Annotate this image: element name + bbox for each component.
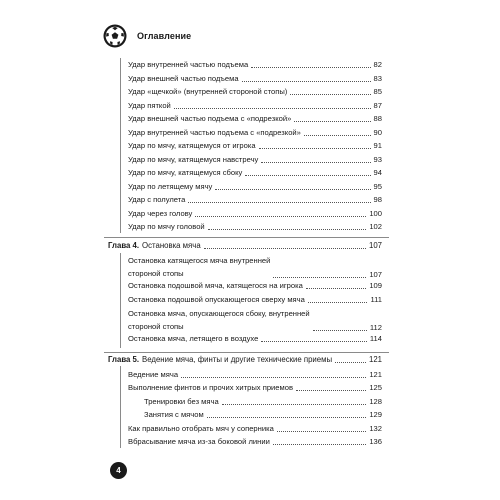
leader-dots <box>204 248 366 249</box>
toc-entry-label: Удар по мячу головой <box>128 222 205 231</box>
chapter-heading[interactable] <box>108 355 382 365</box>
leader-dots <box>207 417 367 418</box>
leader-dots <box>208 229 367 230</box>
toc-entry-label: Удар по мячу, катящемуся сбоку <box>128 168 243 177</box>
toc-entry-page: 91 <box>373 141 382 150</box>
toc-entry[interactable] <box>128 424 382 434</box>
toc-entry-sub[interactable] <box>144 410 382 420</box>
leader-dots <box>273 444 367 445</box>
toc-entry[interactable] <box>128 209 382 219</box>
chapter-page: 107 <box>368 241 382 250</box>
section-rule-vertical <box>120 58 121 233</box>
leader-dots <box>242 81 371 82</box>
toc-entry-label: Удар внутренней частью подъема <box>128 60 249 69</box>
toc-entry-label: Удар по летящему мячу <box>128 181 213 191</box>
toc-entry-label: Удар по мячу, катящемуся навстречу <box>128 154 259 164</box>
page-number-badge <box>110 462 127 479</box>
toc-entry-label: Остановка мяча, летящего в воздухе <box>128 333 259 343</box>
toc-entry-page: 109 <box>369 281 382 290</box>
leader-dots <box>296 390 366 391</box>
toc-entry-page: 128 <box>369 396 382 406</box>
toc-entry[interactable] <box>128 195 382 205</box>
toc-entry-page: 82 <box>373 60 382 69</box>
toc-entry-page: 136 <box>369 437 382 446</box>
toc-entry-label <box>128 255 270 280</box>
toc-entry-page: 90 <box>373 127 382 137</box>
toc-entry-label-line1: Остановка катящегося мяча внутренней <box>128 256 271 265</box>
chapter-title: Остановка мяча <box>142 241 201 250</box>
toc-entry-label: Удар внешней частью подъема с «подрезкой» <box>128 114 292 123</box>
toc-entry[interactable] <box>128 114 382 124</box>
toc-entry-label: Вбрасывание мяча из-за боковой линии <box>128 437 270 446</box>
toc-entry-label: Ведение мяча <box>128 369 179 379</box>
toc-entry-page: 85 <box>373 87 382 96</box>
leader-dots <box>313 330 367 331</box>
toc-entry-label: Удар пяткой <box>128 100 171 110</box>
toc-entry-page: 102 <box>369 222 382 231</box>
chapter-number: Глава 5. <box>108 355 140 364</box>
leader-dots <box>181 377 366 378</box>
toc-entry[interactable] <box>128 141 382 151</box>
toc-entry-page: 98 <box>373 195 382 204</box>
toc-entry[interactable] <box>128 255 382 280</box>
leader-dots <box>306 288 367 289</box>
toc-entry-page: 88 <box>373 114 382 123</box>
toc-entry[interactable] <box>128 60 382 70</box>
toc-entry-label: Занятия с мячом <box>144 410 204 419</box>
toc-entry[interactable] <box>128 383 382 393</box>
leader-dots <box>294 121 370 122</box>
chapter-heading-text <box>108 355 332 365</box>
page-title: Оглавление <box>137 31 192 41</box>
leader-dots <box>261 162 370 163</box>
toc-entry-label: Удар «щечкой» (внутренней стороной стопы) <box>128 87 288 96</box>
leader-dots <box>245 175 370 176</box>
page-header <box>103 24 191 48</box>
toc-entry-page: 125 <box>369 383 382 392</box>
leader-dots <box>290 94 370 95</box>
toc-entry-label: Удар через голову <box>128 208 193 218</box>
leader-dots <box>222 404 367 405</box>
page-number: 4 <box>116 466 121 475</box>
toc-entry-label: Остановка подошвой мяча, катящегося на игрока <box>128 281 303 290</box>
toc-entry[interactable] <box>128 308 382 333</box>
toc-entry-page: 107 <box>369 270 382 279</box>
toc-entry-label: Тренировки без мяча <box>144 396 219 406</box>
toc-entry-page: 87 <box>373 100 382 110</box>
leader-dots <box>304 135 371 136</box>
chapter-title: Ведение мяча, финты и другие технические приемы <box>142 355 333 364</box>
toc-entry-page: 132 <box>369 423 382 433</box>
toc-entry-page: 93 <box>373 154 382 164</box>
toc-entry-label: Удар по мячу, катящемуся от игрока <box>128 141 256 150</box>
toc-entry-page: 111 <box>370 294 382 304</box>
toc-entry-sub[interactable] <box>144 397 382 407</box>
leader-dots <box>259 148 371 149</box>
leader-dots <box>174 108 371 109</box>
toc-entry-page: 94 <box>373 168 382 177</box>
leader-dots <box>273 277 366 278</box>
toc-entry-page: 100 <box>369 208 382 218</box>
toc-entry[interactable] <box>128 182 382 192</box>
leader-dots <box>308 302 368 303</box>
toc-entry[interactable] <box>128 168 382 178</box>
leader-dots <box>277 431 367 432</box>
toc-entry[interactable] <box>128 334 382 344</box>
toc-entry-label: Удар внутренней частью подъема с «подрезкой» <box>128 127 301 137</box>
toc-entry-page: 112 <box>369 323 382 332</box>
leader-dots <box>215 189 370 190</box>
toc-entry[interactable] <box>128 87 382 97</box>
chapter-heading[interactable] <box>108 241 382 251</box>
toc-entry[interactable] <box>128 74 382 84</box>
toc-entry[interactable] <box>128 101 382 111</box>
leader-dots <box>335 362 366 363</box>
toc-entry-label-line2: стороной стопы <box>128 321 184 331</box>
section-rule-vertical <box>120 366 121 448</box>
chapter-divider <box>104 352 389 353</box>
toc-entry-label-line2: стороной стопы <box>128 268 184 278</box>
leader-dots <box>261 341 367 342</box>
chapter-heading-text <box>108 241 201 251</box>
toc-entry[interactable] <box>128 295 382 305</box>
toc-entry[interactable] <box>128 370 382 380</box>
toc-entry[interactable] <box>128 281 382 291</box>
toc-entry[interactable] <box>128 155 382 165</box>
toc-entry-page: 114 <box>369 333 382 343</box>
toc-entry[interactable] <box>128 222 382 232</box>
toc-entry[interactable] <box>128 437 382 447</box>
soccer-ball-icon <box>103 24 127 48</box>
toc-entry[interactable] <box>128 128 382 138</box>
leader-dots <box>251 67 370 68</box>
toc-entry-label: Выполнение финтов и прочих хитрых приемов <box>128 383 293 392</box>
chapter-number: Глава 4. <box>108 241 140 250</box>
leader-dots <box>195 216 366 217</box>
toc-entry-label: Остановка подошвой опускающегося сверху мяча <box>128 294 305 304</box>
section-rule-vertical <box>120 253 121 348</box>
toc-entry-label: Удар с полулета <box>128 195 186 204</box>
chapter-page: 121 <box>368 355 382 364</box>
toc-entry-label <box>128 308 310 333</box>
toc-entry-page: 129 <box>369 410 382 419</box>
toc-entry-page: 95 <box>373 181 382 191</box>
leader-dots <box>188 202 370 203</box>
toc-entry-label-line1: Остановка мяча, опускающегося сбоку, внутренней <box>128 309 310 318</box>
chapter-divider <box>104 237 389 238</box>
toc-entry-page: 83 <box>373 73 382 83</box>
toc-entry-label: Как правильно отобрать мяч у соперника <box>128 423 274 433</box>
toc-entry-page: 121 <box>369 369 382 379</box>
toc-entry-label: Удар внешней частью подъема <box>128 73 239 83</box>
